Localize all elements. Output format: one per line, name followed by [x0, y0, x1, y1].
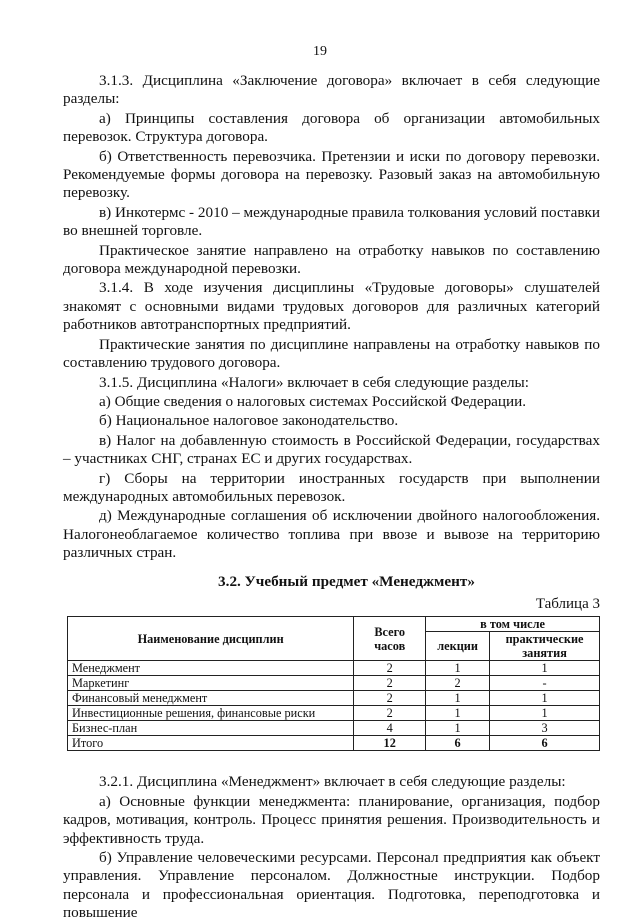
cell-total: 2 [354, 676, 426, 691]
mgmt-item-a: а) Основные функции менеджмента: планирование, организация, подбор кадров, мотивация, контроль. Процесс принятия решения. Производительность и эффективность труда. [63, 792, 600, 847]
tax-item-g: г) Сборы на территории иностранных государств при выполнении международных автомобильных перевозок. [63, 469, 600, 505]
section-heading: 3.2. Учебный предмет «Менеджмент» [218, 572, 475, 590]
cell-lectures: 1 [426, 706, 490, 721]
tax-item-d: д) Международные соглашения об исключении двойного налогообложения. Налогонеоблагаемое количество топлива при ввозе и вывозе на территорию различных стран. [63, 507, 600, 562]
cell-practice: 1 [490, 661, 600, 676]
table-row [68, 661, 600, 676]
table-row [68, 691, 600, 706]
cell-practice: 1 [490, 706, 600, 721]
cell-lectures: 1 [426, 721, 490, 736]
cell-lectures: 2 [426, 676, 490, 691]
paragraph-3-2-1: 3.2.1. Дисциплина «Менеджмент» включает в себя следующие разделы: [99, 773, 566, 791]
cell-name: Финансовый менеджмент [68, 691, 354, 706]
paragraph-3-1-4: 3.1.4. В ходе изучения дисциплины «Трудовые договоры» слушателей знакомят с основными видами трудовых договоров для различных категорий работников автотранспортных предприятий. [63, 279, 600, 334]
paragraph-practice-2: Практические занятия по дисциплине направлены на отработку навыков по составлению трудового договора. [63, 335, 600, 372]
cell-practice: 1 [490, 691, 600, 706]
table-row-total [68, 736, 600, 751]
cell-practice: - [490, 676, 600, 691]
paragraph-practice-1: Практическое занятие направлено на отработку навыков по составлению договора международной перевозки. [63, 241, 600, 278]
header-name: Наименование дисциплин [68, 617, 354, 661]
list-item-b: б) Ответственность перевозчика. Претензии и иски по договору перевозки. Рекомендуемые формы договора на перевозку. Разовый заказ на автомобильную перевозку. [63, 147, 600, 202]
cell-name: Бизнес-план [68, 721, 354, 736]
cell-name: Маркетинг [68, 676, 354, 691]
cell-total: 2 [354, 691, 426, 706]
cell-lectures: 1 [426, 691, 490, 706]
header-total: Всего часов [354, 617, 426, 661]
cell-lectures: 1 [426, 661, 490, 676]
table-row [68, 676, 600, 691]
cell-name: Инвестиционные решения, финансовые риски [68, 706, 354, 721]
cell-practice: 3 [490, 721, 600, 736]
section-3-2-body [63, 773, 600, 922]
document-body [63, 72, 600, 923]
list-item-v: в) Инкотермс - 2010 – международные правила толкования условий поставки во внешней торговле. [63, 203, 600, 240]
cell-name: Итого [68, 736, 354, 751]
tax-item-v: в) Налог на добавленную стоимость в Российской Федерации, государствах – участниках СНГ, странах ЕС и других государствах. [63, 431, 600, 468]
cell-lectures: 6 [426, 736, 490, 751]
cell-practice: 6 [490, 736, 600, 751]
page-number: 19 [313, 44, 327, 59]
paragraph-3-1-3: 3.1.3. Дисциплина «Заключение договора» включает в себя следующие разделы: [63, 72, 600, 108]
header-practice: практические занятия [490, 632, 600, 661]
cell-total: 2 [354, 706, 426, 721]
cell-name: Менеджмент [68, 661, 354, 676]
cell-total: 2 [354, 661, 426, 676]
header-including: в том числе [426, 617, 600, 632]
list-item-a: а) Принципы составления договора об организации автомобильных перевозок. Структура договора. [63, 109, 600, 146]
table-caption: Таблица 3 [535, 595, 600, 612]
mgmt-item-b: б) Управление человеческими ресурсами. Персонал предприятия как объект управления. Управление персоналом. Должностные инструкции. Подбор персонала и профессиональная ориентация. Подготовка, переподготовка и повышение [63, 849, 600, 922]
table-row [68, 721, 600, 736]
disciplines-table [67, 616, 600, 751]
paragraph-3-1-5: 3.1.5. Дисциплина «Налоги» включает в себя следующие разделы: [99, 373, 529, 391]
cell-total: 4 [354, 721, 426, 736]
cell-total: 12 [354, 736, 426, 751]
header-lectures: лекции [426, 632, 490, 661]
tax-item-a: а) Общие сведения о налоговых системах Российской Федерации. [99, 392, 527, 410]
tax-item-b: б) Национальное налоговое законодательство. [99, 412, 399, 430]
table-row [68, 706, 600, 721]
